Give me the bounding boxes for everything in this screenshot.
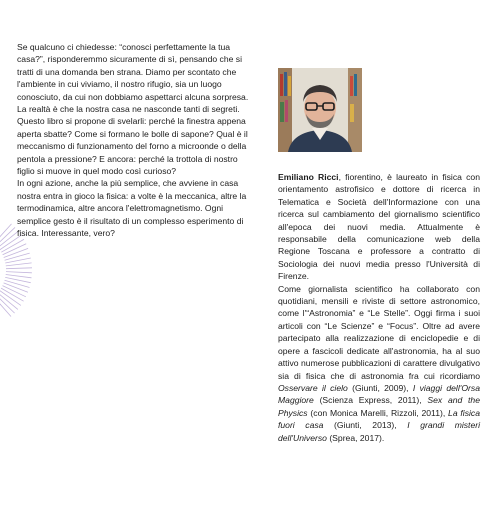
book-info-2: (Scienza Express, 2011), — [313, 395, 428, 406]
intro-paragraph-1: Se qualcuno ci chiedesse: “conosci perfettamente la tua casa?”, risponderemmo sicuramente di sì, pensando che si tratti di una domanda ben strana. Diamo per scontato che l'ambiente in cui viviamo, il nostro rifugio, sia un luogo conosciuto, da cui non dobbiamo aspettarci alcuna sorpresa. La realtà è che la nostra casa ne nasconde tanti di segreti. Questo libro si propone di svelarli: perché la finestra appena aperta sbatte? Come si formano le bolle di sapone? Qual è il meccanismo di funzionamento del forno a microonde o della pentola a pressione? E ancora: perché la trottola di nostro figlio si muove in quel modo così curioso? — [17, 42, 249, 177]
intro-text-column — [17, 41, 249, 240]
book-info-1: (Giunti, 2009), — [347, 382, 413, 393]
book-title-3: Sex and the Physics — [278, 395, 480, 418]
author-name: Emiliano Ricci — [278, 172, 339, 182]
book-title-1: Osservare il cielo — [278, 382, 348, 393]
book-info-3: (con Monica Marelli, Rizzoli, 2011), — [307, 407, 449, 418]
author-bio-paragraph-1 — [278, 171, 480, 283]
author-photo — [278, 68, 362, 152]
book-title-4: La fisica fuori casa — [278, 407, 480, 431]
decorative-ray — [6, 275, 32, 278]
author-bio-column — [278, 171, 480, 444]
author-bio-text-2: Come giornalista scientifico ha collaborato con quotidiani, mensili e riviste di settore astronomico, come l'“Astronomia” e “Le Stelle”. Oggi firma i suoi articoli con “Le Scienze” e “Focus”. Oltre ad avere partecipato alla realizzazione di enciclopedie e di opere a fascicoli dedicate all'astronomia, ha al suo attivo numerose pubblicazioni di carattere divulgativo sia di fisica che di astronomia fra cui ricordiamo — [278, 283, 480, 381]
decorative-ray — [0, 295, 15, 313]
decorative-ray — [6, 272, 32, 273]
book-info-5: (Sprea, 2017). — [326, 432, 385, 443]
book-title-2: I viaggi dell'Orsa Maggiore — [278, 382, 481, 406]
author-portrait-image — [278, 68, 362, 152]
book-info-4: (Giunti, 2013), — [323, 420, 408, 431]
intro-paragraph-2: In ogni azione, anche la più semplice, che avviene in casa nostra entra in gioco la fisica: a volte è la meccanica, altre la termodinamica, altre ancora l'elettromagnetismo. Ogni semplice gesto è il risultato di un complesso esperimento di fisica. Interessante, vero? — [17, 178, 247, 239]
author-bio-paragraph-2 — [278, 283, 480, 444]
decorative-ray — [6, 268, 32, 269]
decorative-ray — [0, 227, 15, 245]
decorative-ray — [6, 263, 32, 266]
author-bio-text-1: , fiorentino, è laureato in fisica con orientamento astrofisico e dottore di ricerca in Telematica e Società dell'Informazione con una ricerca sul cambiamento del giornalismo scientifico all'epoca dei nuovi media. Attualmente è responsabile della comunicazione web della Regione Toscana e professore a contratto di Sociologia dei nuovi media presso l'Università di Firenze. — [278, 172, 480, 282]
book-title-5: I grandi misteri dell'Universo — [278, 420, 481, 443]
decorative-ray — [0, 297, 11, 317]
